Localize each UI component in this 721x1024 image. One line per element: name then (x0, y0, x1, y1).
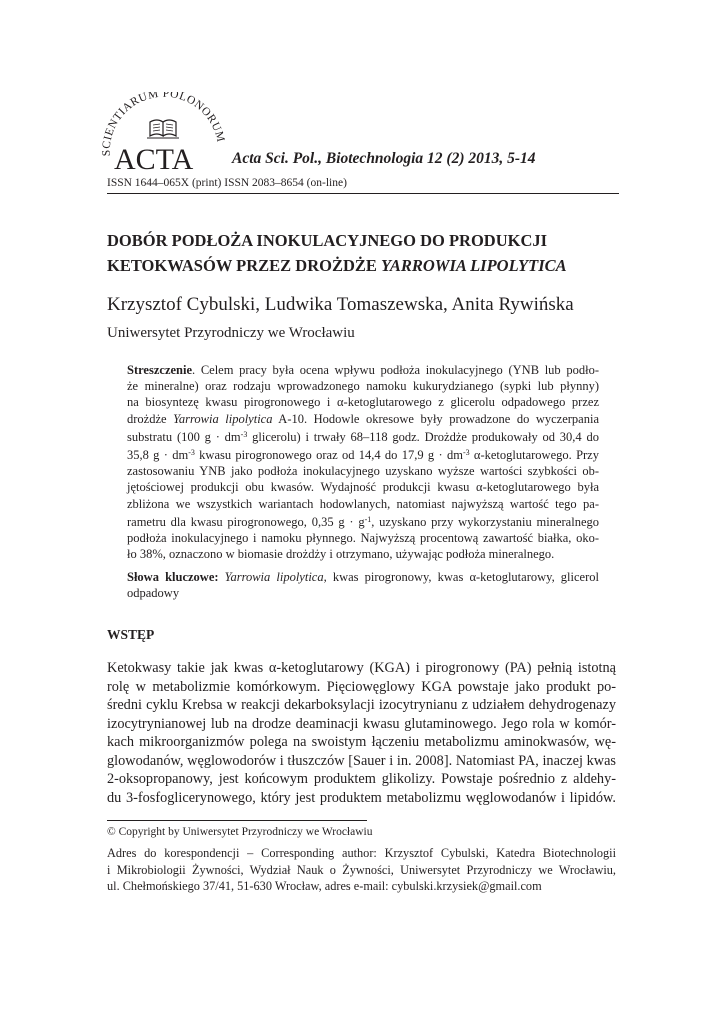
logo-wordmark: ACTA (114, 143, 194, 172)
abstract-line: zbliżona we wszystkich wariantach hodowlanych, natomiast najwyższą wartość tego pa- (127, 496, 599, 511)
correspondence-line: i Mikrobiologii Żywności, Wydział Nauk o Żywności, Uniwersytet Przyrodniczy we Wrocławiu, (107, 862, 616, 877)
correspondence-line: Adres do korespondencji – Corresponding author: Krzysztof Cybulski, Katedra Biotechnologii (107, 846, 616, 860)
keywords-line: odpadowy (127, 586, 180, 601)
abstract-line: substratu (100 $g \cdot dm^{-3}$ glicerolu) i trwały 68–118 godz. Drożdże produkowały od 30,4 do (127, 429, 599, 444)
logo-graphic (100, 92, 225, 172)
body-line: izocytrynianowej lub na drodze deaminacji kwasu glutaminowego. Jego rola w komór- (107, 715, 616, 732)
abstract-line: jętościowej produkcji obu kwasów. Wydajność produkcji kwasu α-ketoglutarowego była (127, 480, 599, 495)
abstract-line: zastosowaniu YNB jako podłoża inokulacyjnego uzyskano wyższe wartości szybkości ob- (127, 464, 599, 479)
section-heading: WSTĘP (107, 627, 155, 642)
keywords-label: Słowa kluczowe: (127, 570, 219, 584)
journal-citation: Acta Sci. Pol., Biotechnologia 12 (2) 2013, 5-14 (232, 150, 536, 167)
body-line: 2-oksopropanowy, jest końcowym produktem glikolizy. Powstaje pośrednio z aldehy- (107, 771, 616, 787)
correspondence-line: ul. Chełmońskiego 37/41, 51-630 Wrocław, adres e-mail: cybulski.krzysiek@gmail.com (107, 879, 542, 893)
species-name: Yarrowia lipolytica (173, 411, 273, 426)
title-line-2 (107, 253, 627, 278)
article-affiliation: Uniwersytet Przyrodniczy we Wrocławiu (107, 325, 355, 341)
abstract-line: na biosyntezę kwasu pirogronowego i α-ketoglutarowego z glicerolu odpadowego przez (127, 395, 599, 410)
article-title (107, 228, 627, 278)
title-line-2-prefix: KETOKWASÓW PRZEZ DROŻDŻE (107, 256, 381, 275)
header-rule (107, 193, 619, 194)
footnote-rule (107, 820, 367, 821)
logo-arc-text: SCIENTIARUM POLONORU (100, 92, 224, 157)
body-line: Ketokwasy takie jak kwas α-ketoglutarowy (KGA) i pirogronowy (PA) pełnią istotną (107, 660, 616, 676)
abstract-line: ło 38%, oznaczono w biomasie drożdży i otrzymano, używając podłoża mineralnego. (127, 547, 555, 562)
open-book-icon (147, 120, 179, 138)
journal-logo (100, 92, 225, 172)
abstract-line: że mineralne) oraz rodzaju wprowadzonego namoku kukurydzianego (sypki lub płynny) (127, 379, 599, 394)
abstract-line: rametru dla kwasu pirogronowego, 0,35 $g \cdot g^{-1}$, uzyskano przy wykorzystaniu mineralnego (127, 514, 599, 529)
keywords-line: Słowa kluczowe: Yarrowia lipolytica, kwas pirogronowy, kwas α-ketoglutarowy, glicerol (127, 570, 599, 584)
abstract-line: 35,8 $g \cdot dm^{-3}$ kwasu pirogronowego oraz od 14,4 do 17,9 $g \cdot dm^{-3}$ α-ketoglutarowego. Przy (127, 448, 599, 463)
abstract-label: Streszczenie (127, 363, 193, 377)
body-line: średni cyklu Krebsa w reakcji dekarboksylacji izocytrynianu z udziałem dehydrogenazy (107, 697, 616, 713)
body-line: du 3-fosfoglicerynowego, który jest produktem metabolizmu węglowodanów i lipidów. (107, 789, 616, 806)
title-species: YARROWIA LIPOLYTICA (381, 256, 567, 275)
abstract-line: podłoża inokulacyjnego i namoku płynnego. Najwyższą procentową zawartość białka, oko- (127, 531, 599, 546)
title-line-1: DOBÓR PODŁOŻA INOKULACYJNEGO DO PRODUKCJI (107, 231, 548, 250)
issn-line: ISSN 1644–065X (print) ISSN 2083–8654 (on-line) (107, 177, 347, 189)
copyright-notice: © Copyright by Uniwersytet Przyrodniczy we Wrocławiu (107, 826, 373, 838)
article-authors: Krzysztof Cybulski, Ludwika Tomaszewska, Anita Rywińska (107, 294, 574, 315)
body-line: kach mikroorganizmów polega na swoistym łączeniu metabolizmu aminokwasów, wę- (107, 734, 616, 750)
keywords (127, 569, 599, 601)
abstract (127, 362, 599, 562)
keywords-species: Yarrowia lipolytica, (218, 570, 327, 584)
abstract-line: Streszczenie. Celem pracy była ocena wpływu podłoża inokulacyjnego (YNB lub podło- (127, 363, 599, 377)
abstract-line: drożdże Yarrowia lipolytica A-10. Hodowle okresowe były prowadzone do wyczerpania (127, 411, 599, 426)
body-paragraph (107, 659, 616, 807)
body-line: rolę w metabolizmie komórkowym. Pięciowęglowy KGA powstaje jako produkt po- (107, 678, 616, 695)
body-line: glowodanów, węglowodorów i tłuszczów [Sauer i in. 2008]. Natomiast PA, inaczej kwas (107, 752, 616, 769)
correspondence-note (107, 845, 616, 895)
